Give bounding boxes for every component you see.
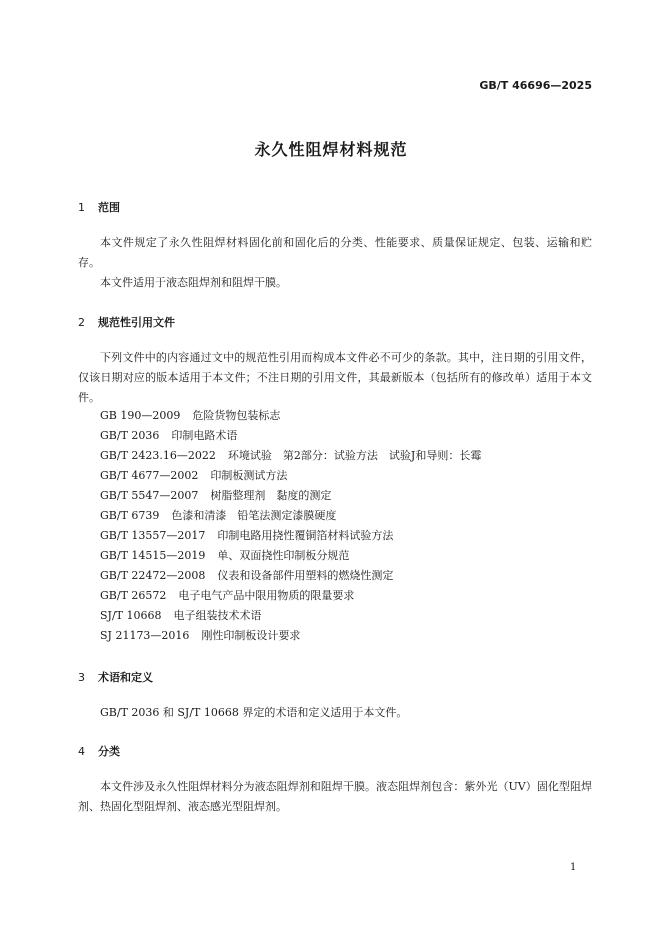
reference-item (100, 426, 481, 446)
reference-code: GB/T 13557—2017 (100, 529, 206, 542)
reference-title: 单、双面挠性印制板分规范 (217, 549, 350, 562)
reference-title: 刚性印制板设计要求 (201, 629, 301, 642)
section-title: 规范性引用文件 (98, 316, 175, 329)
reference-code: GB/T 14515—2019 (100, 549, 206, 562)
reference-item (100, 526, 481, 546)
paragraph: GB/T 2036 和 SJ/T 10668 界定的术语和定义适用于本文件。 (100, 706, 408, 719)
reference-title: 树脂整理剂 黏度的测定 (210, 489, 332, 502)
section-title: 范围 (98, 201, 120, 214)
reference-title: 仪表和设备部件用塑料的燃烧性测定 (217, 569, 394, 582)
section-heading-2 (78, 314, 175, 330)
reference-item (100, 546, 481, 566)
reference-item (100, 486, 481, 506)
section-title: 术语和定义 (98, 671, 153, 684)
section-heading-1 (78, 199, 120, 215)
reference-title: 电子电气产品中限用物质的限量要求 (178, 589, 355, 602)
document-title: 永久性阻焊材料规范 (254, 140, 408, 159)
paragraph: 本文件适用于液态阻焊剂和阻焊干膜。 (100, 276, 287, 289)
reference-item (100, 606, 481, 626)
section-number: 3 (78, 671, 85, 684)
section-number: 1 (78, 201, 85, 214)
reference-item (100, 506, 481, 526)
reference-code: SJ/T 10668 (100, 609, 162, 622)
standard-code: GB/T 46696—2025 (479, 79, 592, 92)
page-number: 1 (570, 862, 577, 873)
paragraph: 本文件规定了永久性阻焊材料固化前和固化后的分类、性能要求、质量保证规定、包装、运输和贮存。 (78, 236, 592, 269)
reference-title: 环境试验 第2部分：试验方法 试验J和导则：长霉 (227, 449, 482, 462)
reference-code: GB/T 22472—2008 (100, 569, 206, 582)
reference-title: 印制板测试方法 (210, 469, 288, 482)
reference-item (100, 406, 481, 426)
reference-code: GB/T 26572 (100, 589, 167, 602)
section-1-body (78, 233, 592, 293)
section-number: 2 (78, 316, 85, 329)
reference-item (100, 626, 481, 646)
reference-title: 危险货物包装标志 (192, 409, 281, 422)
section-heading-4 (78, 743, 120, 759)
reference-code: SJ 21173—2016 (100, 629, 190, 642)
reference-code: GB/T 5547—2007 (100, 489, 199, 502)
section-heading-3 (78, 669, 153, 685)
reference-code: GB/T 4677—2002 (100, 469, 199, 482)
section-3-body (78, 703, 592, 723)
section-number: 4 (78, 745, 85, 758)
reference-code: GB/T 2423.16—2022 (100, 449, 216, 462)
reference-item (100, 446, 481, 466)
reference-item (100, 466, 481, 486)
normative-reference-list (100, 406, 481, 646)
reference-title: 电子组装技术术语 (173, 609, 262, 622)
section-title: 分类 (98, 745, 120, 758)
reference-code: GB/T 2036 (100, 429, 160, 442)
reference-item (100, 566, 481, 586)
section-4-body (78, 777, 592, 817)
reference-code: GB 190—2009 (100, 409, 181, 422)
reference-item (100, 586, 481, 606)
paragraph: 本文件涉及永久性阻焊材料分为液态阻焊剂和阻焊干膜。液态阻焊剂包含：紫外光（UV）固化型阻焊剂、热固化型阻焊剂、液态感光型阻焊剂。 (78, 780, 592, 813)
reference-title: 印制电路术语 (171, 429, 238, 442)
paragraph: 下列文件中的内容通过文中的规范性引用而构成本文件必不可少的条款。其中，注日期的引用文件，仅该日期对应的版本适用于本文件；不注日期的引用文件，其最新版本（包括所有的修改单）适用于本文件。 (78, 351, 592, 404)
section-2-body (78, 348, 592, 408)
reference-title: 色漆和清漆 铅笔法测定漆膜硬度 (171, 509, 337, 522)
reference-title: 印制电路用挠性覆铜箔材料试验方法 (217, 529, 394, 542)
reference-code: GB/T 6739 (100, 509, 160, 522)
